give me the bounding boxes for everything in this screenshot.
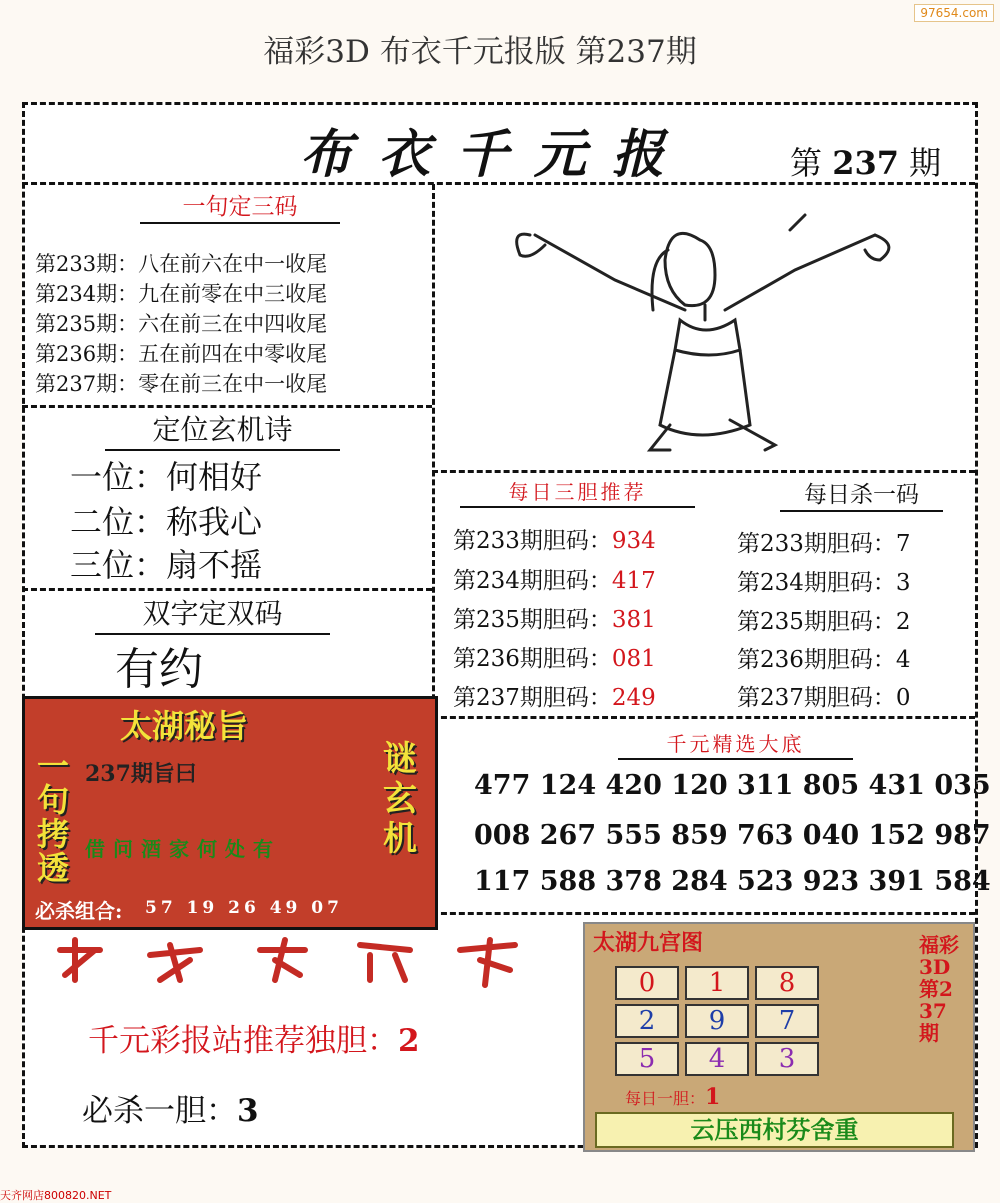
- poem-line: 二位：称我心: [70, 503, 263, 541]
- daily-kill-row: 第237期胆码：0: [737, 685, 911, 711]
- taihu-secret-panel: [22, 696, 438, 930]
- site-tag[interactable]: 97654.com: [914, 4, 994, 22]
- double-word-text: 有约: [115, 644, 203, 695]
- daily-three-title: 每日三胆推荐: [460, 476, 695, 505]
- taihu-title: 太湖秘旨: [120, 707, 249, 745]
- daily-kill-row: 第234期胆码：3: [737, 570, 911, 596]
- daily-three-row: 第234期胆码：417: [453, 568, 656, 594]
- grid-cell: 3: [755, 1042, 819, 1076]
- paper-name: 布衣千元报: [300, 124, 691, 185]
- taihu-right-text: 谜玄机: [383, 739, 417, 859]
- taihu-kill-label: 必杀组合:: [35, 899, 123, 923]
- double-word-title: 双字定双码: [95, 592, 330, 632]
- issue-suffix: 期: [909, 144, 942, 182]
- one-sentence-title: 一句定三码: [140, 188, 340, 221]
- grid-cell: 8: [755, 966, 819, 1000]
- footer-note: 天齐网店800820.NET: [0, 1189, 112, 1202]
- daily-kill-title: 每日杀一码: [780, 476, 943, 509]
- divider-right-2: [432, 716, 975, 719]
- daily-three-row: 第236期胆码：081: [453, 646, 656, 672]
- taihu-left-text: 一句拷透: [37, 747, 70, 887]
- big-base-title: 千元精选大底: [618, 728, 853, 757]
- divider-right-1: [432, 470, 975, 473]
- big-base-line: 008 267 555 859 763 040 152 987: [474, 820, 991, 851]
- bottom-banner: 云压西村芬舍重: [595, 1112, 954, 1148]
- grid-cell: 0: [615, 966, 679, 1000]
- big-base-line: 477 124 420 120 311 805 431 035: [474, 770, 991, 801]
- taihu-kill-numbers: 57 19 26 49 07: [145, 898, 343, 918]
- brush-calligraphy-image: [40, 930, 580, 990]
- one-sentence-row: 第233期：八在前六在中一收尾: [35, 252, 328, 276]
- woman-illustration: [500, 210, 920, 465]
- one-sentence-row: 第236期：五在前四在中零收尾: [35, 342, 328, 366]
- poem-line: 一位：何相好: [70, 458, 263, 496]
- issue-number: 237: [832, 144, 899, 182]
- one-sentence-row: 第237期：零在前三在中一收尾: [35, 372, 328, 396]
- poem-line: 三位：扇不摇: [70, 546, 263, 584]
- nine-palace-panel: [583, 922, 975, 1152]
- daily-kill-row: 第235期胆码：2: [737, 609, 911, 635]
- grid-cell: 2: [615, 1004, 679, 1038]
- divider-right-3: [432, 912, 975, 915]
- daily-kill-row: 第236期胆码：4: [737, 647, 911, 673]
- kill-one-line: 必杀一胆：3: [82, 1093, 259, 1129]
- single-pick-line: 千元彩报站推荐独胆：2: [88, 1023, 420, 1059]
- daily-three-row: 第235期胆码：381: [453, 607, 656, 633]
- page-title: 福彩3D 布衣千元报版 第237期: [263, 34, 697, 70]
- nine-palace-grid: [615, 966, 825, 1081]
- taihu-poem: 借问酒家何处有: [85, 837, 281, 861]
- one-sentence-row: 第234期：九在前零在中三收尾: [35, 282, 328, 306]
- nine-palace-side-text: 福彩3D第237期: [919, 933, 959, 1045]
- taihu-issue: 237期旨曰: [85, 761, 197, 787]
- grid-cell: 5: [615, 1042, 679, 1076]
- grid-cell: 9: [685, 1004, 749, 1038]
- daily-one-label: 每日一胆：1: [625, 1084, 721, 1110]
- grid-cell: 1: [685, 966, 749, 1000]
- one-sentence-row: 第235期：六在前三在中四收尾: [35, 312, 328, 336]
- grid-cell: 4: [685, 1042, 749, 1076]
- grid-cell: 7: [755, 1004, 819, 1038]
- issue-prefix: 第: [790, 144, 823, 182]
- nine-palace-title: 太湖九宫图: [593, 930, 704, 956]
- daily-three-row: 第237期胆码：249: [453, 685, 656, 711]
- daily-kill-row: 第233期胆码：7: [737, 531, 911, 557]
- divider-left-2: [22, 588, 432, 591]
- big-base-line: 117 588 378 284 523 923 391 584: [474, 866, 991, 897]
- issue-label: [790, 138, 941, 184]
- daily-three-row: 第233期胆码：934: [453, 528, 656, 554]
- poem-title: 定位玄机诗: [105, 408, 340, 448]
